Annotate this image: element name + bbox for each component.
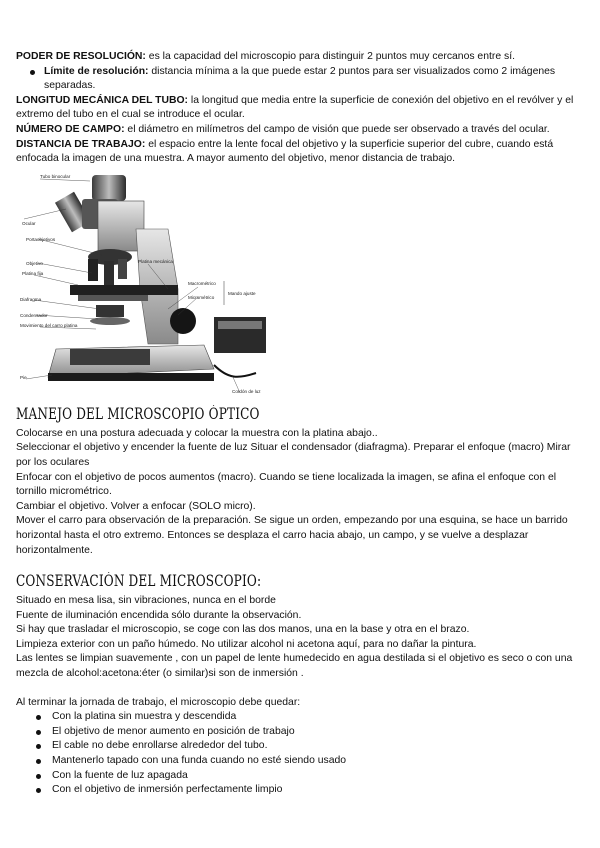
list-item: Mantenerlo tapado con una funda cuando no esté siendo usado [16,754,584,769]
list-item: Con el objetivo de inmersión perfectamente limpio [16,783,584,798]
label-macrometrico: Macrométrico [188,280,216,286]
conservacion-line: Fuente de iluminación encendida sólo durante la observación. [16,609,302,621]
label-portaobjetivos: Portaobjetivos [26,236,56,242]
label-pinzas: Platina mecánica [138,258,173,264]
conservacion-line: Situado en mesa lisa, sin vibraciones, nunca en el borde [16,595,276,607]
microscope-illustration [18,169,272,395]
document-page [16,50,584,798]
conservacion-line: Si hay que trasladar el microscopio, se coge con las dos manos, una en la base y otra en el brazo. [16,624,470,636]
manejo-line: Cambiar el objetivo. Volver a enfocar (SOLO micro). [16,500,256,512]
definition-tube-length: LONGITUD MECÁNICA DEL TUBO: la longitud que media entre la superficie de conexión del objetivo en el revólver y el extremo del tubo en el cual se introduce el ocular. [16,94,574,121]
label-objetivo: Objetivo [26,260,43,266]
label-platina: Platina fija [22,270,44,276]
label-tubo: Tubo binocular [40,173,71,179]
manejo-line: Enfocar con el objetivo de pocos aumentos (macro). Cuando se tiene localizada la imagen, se afina el enfoque con el tornillo micrométrico. [16,471,557,498]
definition-resolution: PODER DE RESOLUCIÓN: es la capacidad del microscopio para distinguir 2 puntos muy cercanos entre sí. [16,51,515,62]
label-diafragma: Diafragma [20,296,42,302]
label-movimiento: Movimiento del carro platina [20,322,78,328]
conservacion-line: Las lentes se limpian suavemente , con un papel de lente humedecido en agua destilada si el objetivo es seco o con una mezcla de alcohol:acetona:éter (o similar)si son de inmersión . [16,653,573,680]
label-cordon: Cordón de luz [232,388,261,394]
definition-field-number: NÚMERO DE CAMPO: el diámetro en milímetros del campo de visión que puede ser observado a través del ocular. [16,123,550,135]
closing-list [16,710,584,798]
label-condensador: Condensador [20,312,48,318]
list-item: Con la fuente de luz apagada [16,769,584,784]
microscope-figure [18,169,272,395]
label-mando: Mando ajuste [228,290,256,296]
heading-manejo: MANEJO DEL MICROSCOPIO ÓPTICO [16,404,260,423]
label-pie: Pie [20,374,27,380]
definition-working-distance: DISTANCIA DE TRABAJO: el espacio entre la lente focal del objetivo y la superficie superior del cubre, cuando está enfocada la imagen de una muestra. A mayor aumento del objetivo, menor distancia de trabajo. [16,138,554,165]
list-item: Límite de resolución: distancia mínima a la que puede estar 2 puntos para ser visualizados como 2 imágenes separadas. [16,65,584,94]
label-ocular: Ocular [22,220,36,226]
manejo-line: Seleccionar el objetivo y encender la fuente de luz Situar el condensador (diafragma). Preparar el enfoque (macro) Mirar por los oculares [16,442,571,468]
list-item: Con la platina sin muestra y descendida [16,710,584,725]
label-micrometrico: Micrométrico [188,294,215,300]
manejo-line: Colocarse en una postura adecuada y colocar la muestra con la platina abajo.. [16,427,378,439]
resolution-list [16,65,584,94]
heading-conservacion: CONSERVACIÓN DEL MICROSCOPIO: [16,572,262,591]
list-item: El cable no debe enrollarse alrededor del tubo. [16,739,584,754]
conservacion-line: Limpieza exterior con un paño húmedo. No utilizar alcohol ni acetona aquí, para no dañar la pintura. [16,638,477,650]
closing-intro: Al terminar la jornada de trabajo, el microscopio debe quedar: [16,696,301,708]
list-item: El objetivo de menor aumento en posición de trabajo [16,725,584,740]
manejo-line: Mover el carro para observación de la preparación. Se sigue un orden, empezando por una esquina, se hace un barrido horizontal hasta el otro extremo. Entonces se desplaza el carro hacia abajo, un campo, y se vuelve a desplazar horizontalmente. [16,515,568,556]
